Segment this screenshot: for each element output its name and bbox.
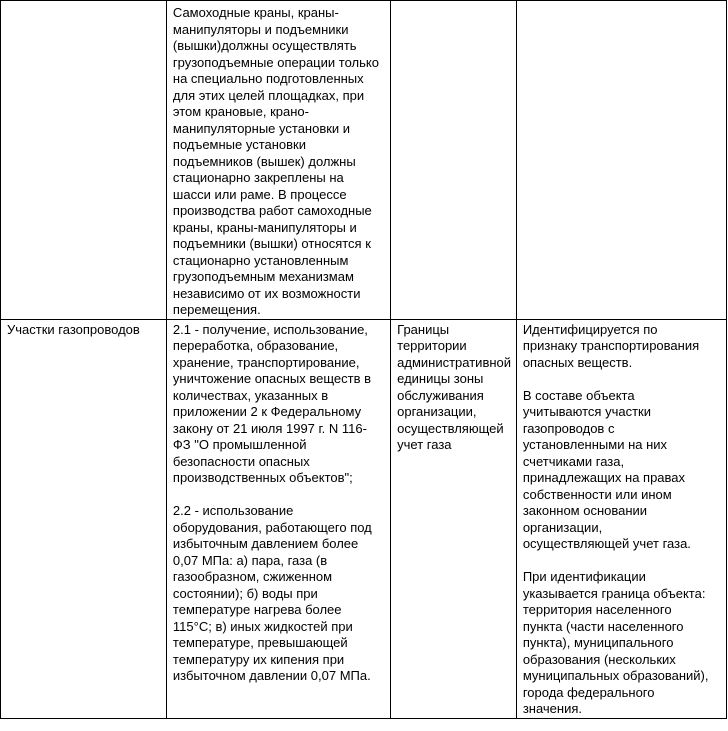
table-cell-object-type [1,1,167,320]
table-cell-notes [516,319,726,718]
cell-paragraph: 2.2 - использование оборудования, работающего под избыточным давлением более 0,07 МПа: а) пара, газа (в газообразном, сжиженном состоянии); б) воды при температуре нагрева более 115°С; в) иных жидкостей при температуре, превышающей температуру их кипения при избыточном давлении 0,07 МПа. [172,503,372,683]
cell-text: Участки газопроводов [7,321,140,337]
cell-paragraph: При идентификации указывается граница объекта: территория населенного пункта (части населенного пункта), муниципального образования (нескольких муниципальных образований), города федерального значения. [522,569,709,716]
cell-text: Границы территории административной единицы зоны обслуживания организации, осуществляющей учет газа [397,321,512,452]
table-row [1,319,727,718]
cell-text: Самоходные краны, краны- манипуляторы и подъемники (вышки)должны осуществлять грузоподъемные операции только на специально подготовленных для этих целей площадках, при этом крановые, крано- манипуляторные установки и подъемные установки подъемников (вышек) должны стационарно закреплены на шасси или раме. В процессе производства работ самоходные краны, краны-манипуляторы и подъемники (вышки) относятся к стационарно установленным грузоподъемным механизмам независимо от их возможности перемещения. [172,5,379,317]
table-cell-criteria [166,319,390,718]
cell-paragraph: В составе объекта учитываются участки газопроводов с установленными на них счетчиками газа, принадлежащих на правах собственности или ином законном основании организации, осуществляющей учет газа. [522,387,691,551]
table-cell-boundaries [391,319,517,718]
table-cell-boundaries [391,1,517,320]
table-cell-object-type [1,319,167,718]
cell-paragraph: Идентифицируется по признаку транспортирования опасных веществ. [522,321,700,370]
cell-paragraph: 2.1 - получение, использование, переработка, образование, хранение, транспортирование, уничтожение опасных веществ в количествах, указанных в приложении 2 к Федеральному закону от 21 июля 1997 г. N 116- ФЗ "О промышленной безопасности опасных производственных объектов"; [172,321,372,485]
table-cell-notes [516,1,726,320]
table-cell-criteria [166,1,390,320]
table-row [1,1,727,320]
